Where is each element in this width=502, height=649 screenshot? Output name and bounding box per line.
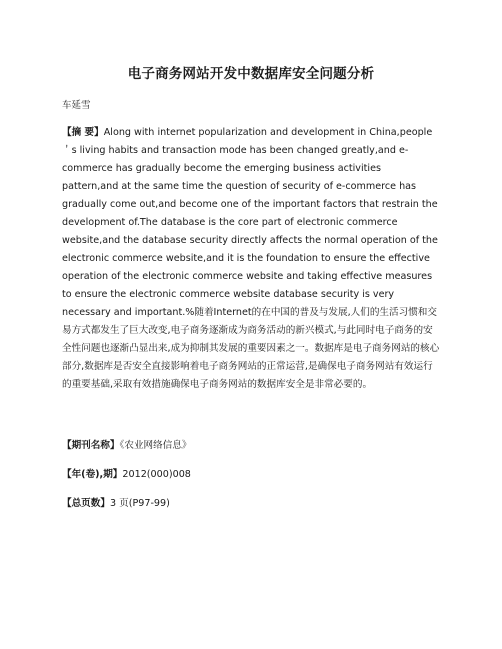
author-name: 车延雪 — [62, 100, 91, 111]
journal-field — [62, 437, 192, 451]
volume-value: 2012(000)008 — [122, 469, 191, 480]
journal-label: 【期刊名称】 — [62, 440, 120, 451]
paper-title: 电子商务网站开发中数据库安全问题分析 — [127, 66, 375, 82]
volume-label: 【年(卷),期】 — [62, 469, 123, 480]
journal-value: 《农业网络信息》 — [119, 440, 192, 451]
volume-field — [62, 466, 191, 480]
abstract-label: 【摘 要】 — [62, 127, 104, 138]
pages-value: 3 页(P97-99) — [109, 498, 170, 509]
pages-label: 【总页数】 — [62, 498, 110, 509]
abstract-block — [62, 124, 440, 394]
abstract-text: Along with internet popularization and development in China,people＇s living habits and transaction mode has been changed greatly,and e-commerce has gradually become the emerging business activities pattern,and at the same time the question of security of e-commerce has gradually come out,and become one of the important factors that restrain the development of.The database is the core part of electronic commerce website,and the database security directly affects the normal operation of the electronic commerce website,and it is the foundation to ensure the effective operation of the electronic commerce website and taking effective measures to ensure the electronic commerce website database security is very necessary and important.%随着Internet的在中国的普及与发展,人们的生活习惯和交易方式都发生了巨大改变,电子商务逐渐成为商务活动的新兴模式,与此同时电子商务的安全性问题也逐渐凸显出来,成为抑制其发展的重要因素之一。数据库是电子商务网站的核心部分,数据库是否安全直接影响着电子商务网站的正常运营,是确保电子商务网站有效运行的重要基础,采取有效措施确保电子商务网站的数据库安全是非常必要的。 — [62, 127, 440, 390]
pages-field — [62, 495, 170, 509]
